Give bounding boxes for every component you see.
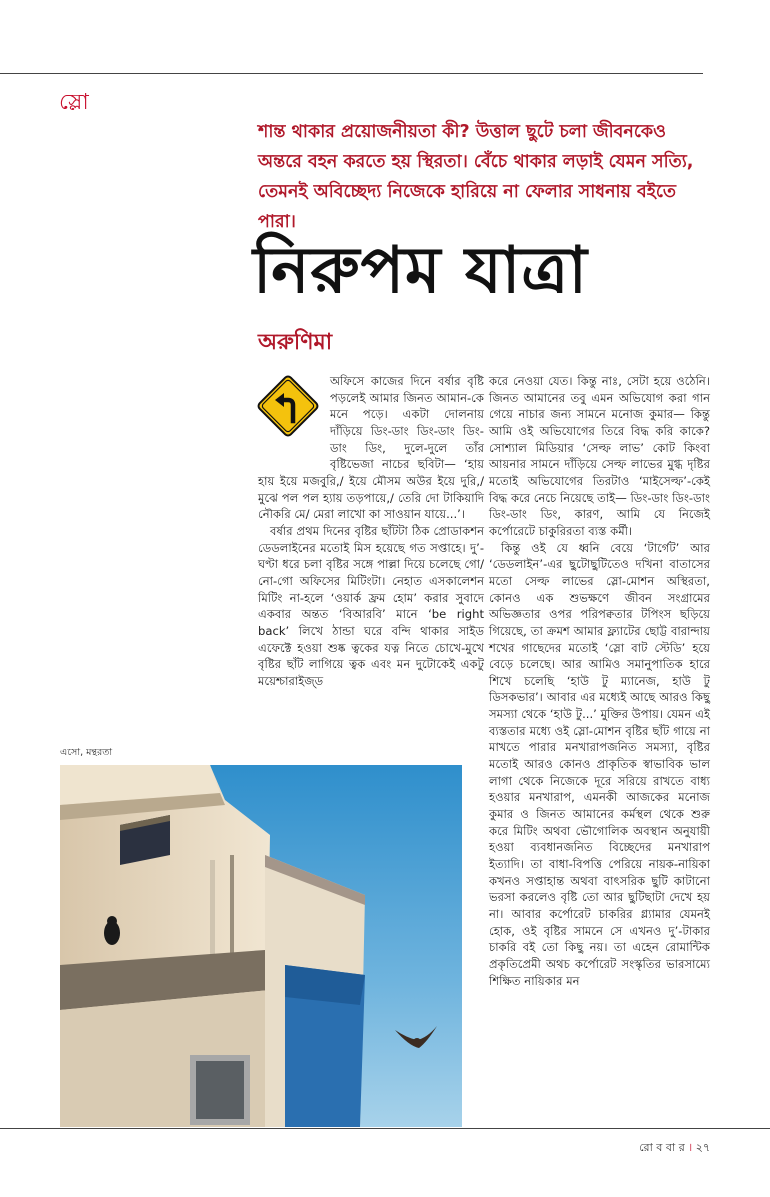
- top-rule: [0, 73, 703, 74]
- article-deck: শান্ত থাকার প্রয়োজনীয়তা কী? উত্তাল ছুটে চলা জীবনকেও অন্তরে বহন করতে হয় স্থিরতা। বেঁচে থাকার লড়াই যেমন সত্যি, তেমনই অবিচ্ছেদ্য নিজেকে হারিয়ে না ফেলার সাধনায় বইতে পারা।: [258, 122, 694, 232]
- paragraph: অফিসে কাজের দিনে বর্ষার বৃষ্টি পড়লেই আমার জিনত আমান-কে মনে পড়ে। একটা দোলনায় দাঁড়িয়ে ডিং-ডাং ডিং-ডাং ডিং-ডাং ডিং, দুলে-দুলে তাঁর বৃষ্টিভেজা নাচের ছবিটা— ‘হায় হায় ইয়ে মজবুরি,/ ইয়ে মৌসম অউর ইয়ে দুরি,/ মুঝে পল পল হ্যায় তড়পায়ে,/ তেরি দো টাকিয়াদি নৌকরি মে/ মেরা লাখো কা সাওয়ান যায়ে...’।: [258, 374, 484, 522]
- magazine-name: রো ব বা র: [639, 1141, 685, 1154]
- page-number: ২৭: [695, 1141, 710, 1154]
- paragraph: কিন্তু ওই যে ধ্বনি বেয়ে ‘টার্গেট’ আর ‘ডেডলাইন’-এর ছুটোছুটিতেও দখিনা বাতাসের মতো সেল্ফ লাভের স্লো-মোশন অস্থিরতা, কোনও এক শুভক্ষণে জীবন সংগ্রামের অভিজ্ঞতার ওপর পরিপক্বতার টপিংস ছড়িয়ে গিয়েছে, তা ক্রমশ আমার ফ্ল্যাটের ছোট্ট বারান্দায় শখের গাছেদের মতোই ‘স্লো বাট স্টেডি’ হয়ে বেড়ে চলেছে। আর আমিও সমানুপাতিক হারে শিখে চলেছি ‘হাউ টু ম্যানেজ, হাউ টু ডিসকভার’। আবার এর মধ্যেই আছে আরও কিছু সমস্যা থেকে ‘হাউ টু...’ মুক্তির উপায়। যেমন এই ব্যস্ততার মধ্যে ওই স্লো-মোশন বৃষ্টির ছাঁট গায়ে না মাখতে পারার মনখারাপজনিত সমস্যা, বৃষ্টির মতোই আরও কোনও প্রাকৃতিক স্বাভাবিক ভাল লাগা থেকে নিজেকে দূরে সরিয়ে রাখতে বাধ্য হওয়ার মনখারাপ, এমনকী আজকের মনোজ কুমার ও জিনত আমানের কর্মস্থল থেকে শুরু করে মিটিং অথবা ভৌগোলিক অবস্থান অনুযায়ী হওয়া ব্যবধানজনিত বিচ্ছেদের মনখারাপ ইত্যাদি। তা বাধা-বিপত্তি পেরিয়ে নায়ক-নায়িকা কখনও সপ্তাহান্ত অথবা বাৎসরিক ছুটি কাটানো ভরসা করলেও বৃষ্টি তো আর ছুটিছাটা দেখে হয় না। আবার কর্পোরেট চাকরির গ্ল্যামার যেমনই হোক, ওই বৃষ্টির সামনে সে এখনও দু’-টাকার চাকরি বই তো কিছু নয়। তা এহেন রোমান্টিক প্রকৃতিপ্রেমী অথচ কর্পোরেট সংস্কৃতির ভারসাম্যে শিক্ষিত নায়িকার মন: [489, 540, 710, 988]
- section-label: স্লো: [59, 90, 89, 115]
- page-footer: [639, 1139, 710, 1158]
- article-title: নিরুপম যাত্রা: [253, 234, 588, 308]
- paragraph: করে নেওয়া যেত। কিন্তু নাঃ, সেটা হয়ে ওঠেনি। জিনত আমানের তবু এমন অভিযোগ করা গান গেয়ে নাচার জন্য সামনে মনোজ কুমার— কিন্তু আমি ওই অভিযোগের তিরে বিদ্ধ করি কাকে? সোশ্যাল মিডিয়ার ‘সেল্ফ লাভ’ কোট কিংবা আয়নার সামনে দাঁড়িয়ে সেল্ফ লাভের মুগ্ধ দৃষ্টির মতোই অভিযোগের তিরটাও ‘মাইসেল্ফ’-কেই বিদ্ধ করে নেচে নিয়েছে তাই— ডিং-ডাং ডিং-ডাং ডিং-ডাং ডিং, কারণ, আমি যে নিজেই কর্পোরেটে চাকুরিরতা ব্যস্ত কর্মী।: [489, 374, 710, 538]
- footer-separator: ।: [688, 1141, 693, 1154]
- photo-caption: এসো, মন্থরতা: [60, 747, 113, 758]
- author-byline: অরুণিমা: [258, 330, 333, 355]
- article-column-2: [489, 373, 710, 989]
- paragraph: বর্ষার প্রথম দিনের বৃষ্টির ছাঁটটা ঠিক প্রোডাকশন ডেডলাইনের মতোই মিস হয়েছে গত সপ্তাহে। দু’-ঘণ্টা ধরে চলা বৃষ্টির সঙ্গে পাল্লা দিয়ে চলেছে গো/নো-গো অফিসের মিটিংটা। নেহাত এসকালেশন মিটিং না-হলে ‘ওয়ার্ক ফ্রম হোম’ করার সুবাদে একবার অন্তত ‘বিআরবি’ মানে ‘be right back’ লিখে ঠান্ডা ঘরে বন্দি থাকার সাইড এফেক্টে হওয়া শুষ্ক ত্বকের যত্ন নিতে চোখে-মুখে বৃষ্টির ছাঁট লাগিয়ে ত্বক এবং মন দুটোকেই একটু ময়েশ্চারাইজ্‌ড: [258, 523, 484, 688]
- building-sky-photo: [60, 765, 462, 1127]
- article-column-1: [258, 373, 484, 689]
- bottom-rule: [0, 1128, 770, 1129]
